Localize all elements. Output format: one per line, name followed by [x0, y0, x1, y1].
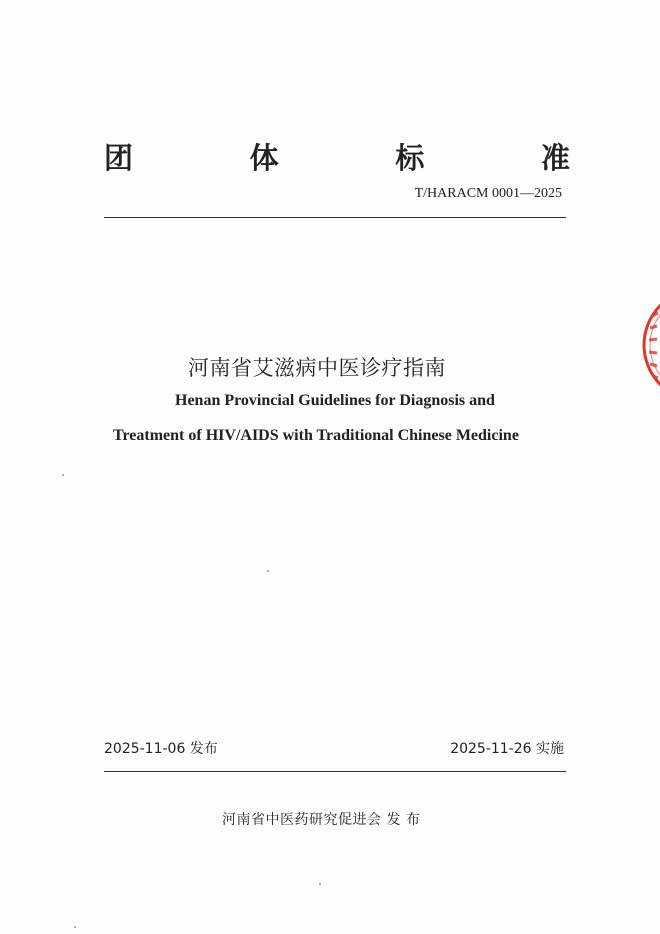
- scan-speck: [319, 883, 321, 885]
- standard-code: T/HARACM 0001—2025: [414, 186, 562, 201]
- publish-date: 2025-11-06 发布: [104, 741, 218, 757]
- standard-type-char: 体: [249, 141, 279, 175]
- standard-type-char: 标: [395, 141, 425, 175]
- scan-speck: [62, 474, 64, 476]
- title-chinese: 河南省艾滋病中医诊疗指南: [188, 356, 446, 380]
- standard-type-heading: [104, 136, 570, 177]
- standard-type-char: 准: [540, 141, 570, 175]
- bottom-divider: [104, 771, 566, 772]
- title-english-line-2: Treatment of HIV/AIDS with Traditional Chinese Medicine: [113, 427, 519, 444]
- scan-speck: [267, 570, 269, 572]
- official-seal-icon: [640, 296, 660, 394]
- scan-speck: [74, 926, 76, 928]
- effective-date: 2025-11-26 实施: [450, 741, 564, 757]
- standard-type-char: 团: [104, 141, 134, 175]
- title-english-line-1: Henan Provincial Guidelines for Diagnosis and: [175, 392, 495, 409]
- top-divider: [104, 217, 566, 218]
- publisher-line: 河南省中医药研究促进会 发 布: [222, 812, 421, 828]
